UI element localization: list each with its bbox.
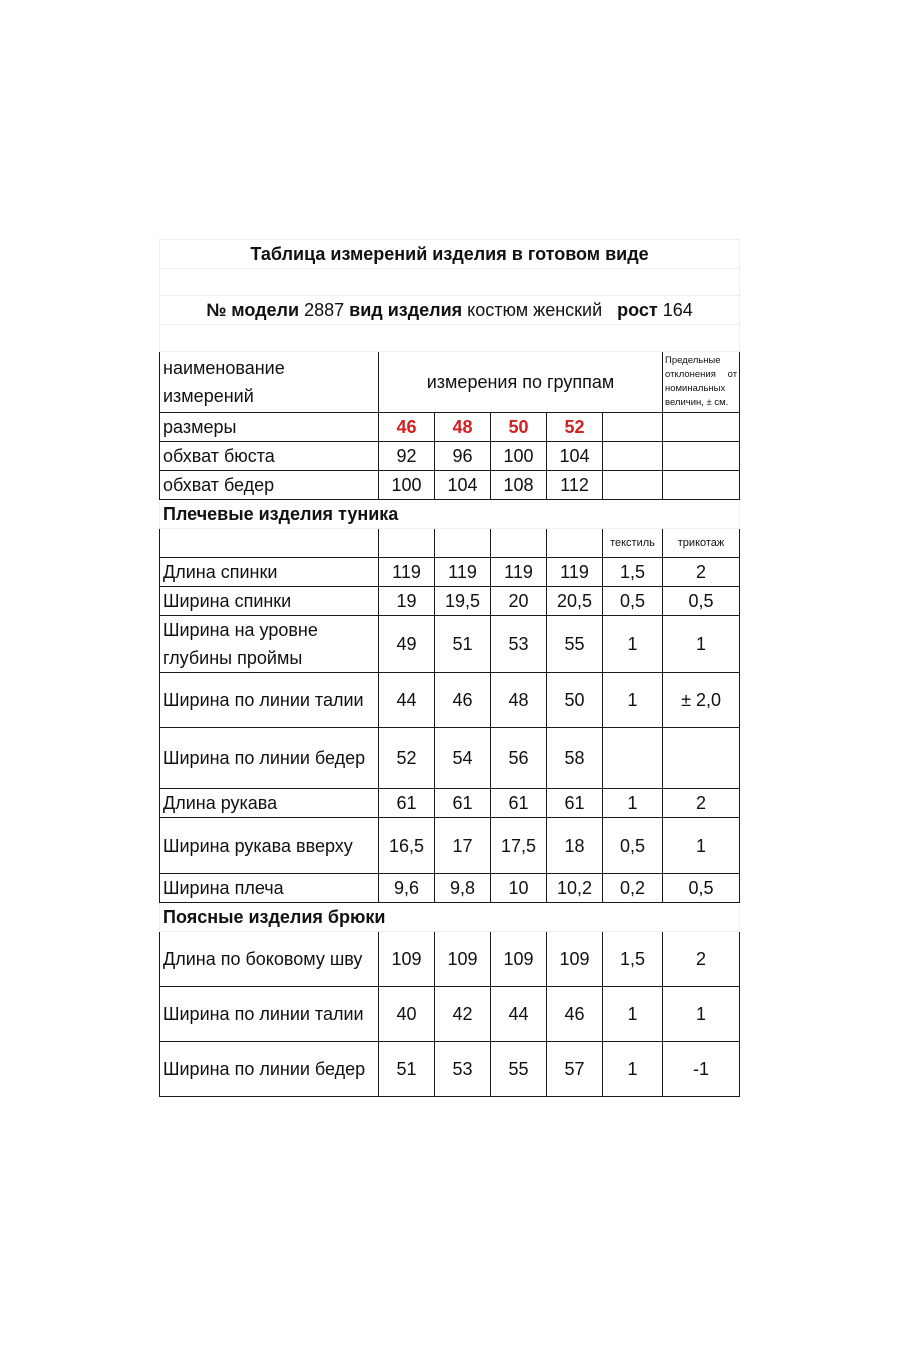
tolerance-knit: 1 — [663, 987, 740, 1042]
tolerance-knit: 2 — [663, 932, 740, 987]
tolerance-textile: 0,5 — [603, 818, 663, 874]
row-label: Ширина на уровне глубины проймы — [160, 616, 379, 673]
table-row — [160, 789, 740, 818]
table-row — [160, 587, 740, 616]
empty-cell — [663, 471, 740, 500]
row-value: 104 — [547, 442, 603, 471]
row-value: 20 — [491, 587, 547, 616]
row-value: 44 — [379, 673, 435, 728]
tolerance-header-row — [160, 529, 740, 558]
row-value: 61 — [435, 789, 491, 818]
row-value: 54 — [435, 728, 491, 789]
row-label: обхват бюста — [160, 442, 379, 471]
row-value: 100 — [379, 471, 435, 500]
row-value: 44 — [491, 987, 547, 1042]
measurement-name-header: наименование измерений — [160, 352, 379, 413]
empty-cell — [547, 529, 603, 558]
size-48: 48 — [435, 413, 491, 442]
empty-cell — [663, 413, 740, 442]
tolerance-knit: 0,5 — [663, 874, 740, 903]
tolerance-textile: 1,5 — [603, 932, 663, 987]
row-value: 51 — [379, 1042, 435, 1097]
empty-cell — [379, 529, 435, 558]
row-value: 100 — [491, 442, 547, 471]
spacer-row — [160, 269, 740, 296]
row-value: 92 — [379, 442, 435, 471]
tolerance-knit: 2 — [663, 558, 740, 587]
table-row — [160, 442, 740, 471]
tolerance-knit: 1 — [663, 818, 740, 874]
measurement-table — [159, 239, 740, 1097]
row-value: 55 — [547, 616, 603, 673]
table-row — [160, 728, 740, 789]
row-value: 16,5 — [379, 818, 435, 874]
row-value: 17,5 — [491, 818, 547, 874]
empty-cell — [603, 413, 663, 442]
tolerance-knit — [663, 728, 740, 789]
row-value: 119 — [547, 558, 603, 587]
empty-cell — [603, 442, 663, 471]
spacer-row — [160, 325, 740, 352]
groups-header: измерения по группам — [379, 352, 663, 413]
empty-cell — [603, 471, 663, 500]
section-title-tunic: Плечевые изделия туника — [160, 500, 740, 529]
tolerance-knit: 0,5 — [663, 587, 740, 616]
tolerance-textile: 1 — [603, 616, 663, 673]
sizes-row — [160, 413, 740, 442]
table-row — [160, 471, 740, 500]
tolerance-textile — [603, 728, 663, 789]
row-value: 53 — [491, 616, 547, 673]
row-value: 17 — [435, 818, 491, 874]
row-value: 51 — [435, 616, 491, 673]
row-label: Ширина по линии талии — [160, 673, 379, 728]
tolerance-textile: 1 — [603, 1042, 663, 1097]
deviation-note: Предельные отклонения от номинальных величин, ± см. — [663, 352, 740, 413]
table-row — [160, 673, 740, 728]
tolerance-knit-header: трикотаж — [663, 529, 740, 558]
row-label: Длина спинки — [160, 558, 379, 587]
row-label: Ширина по линии бедер — [160, 728, 379, 789]
document-title: Таблица измерений изделия в готовом виде — [160, 240, 740, 269]
row-value: 108 — [491, 471, 547, 500]
tolerance-textile-header: текстиль — [603, 529, 663, 558]
tolerance-textile: 1 — [603, 987, 663, 1042]
tolerance-knit: -1 — [663, 1042, 740, 1097]
size-50: 50 — [491, 413, 547, 442]
row-label: обхват бедер — [160, 471, 379, 500]
row-value: 104 — [435, 471, 491, 500]
row-value: 119 — [379, 558, 435, 587]
row-label: Длина рукава — [160, 789, 379, 818]
row-value: 61 — [379, 789, 435, 818]
measurement-sheet — [159, 239, 739, 1097]
section-title-trousers: Поясные изделия брюки — [160, 903, 740, 932]
model-info — [160, 296, 740, 325]
row-value: 55 — [491, 1042, 547, 1097]
row-value: 18 — [547, 818, 603, 874]
row-value: 109 — [379, 932, 435, 987]
row-value: 19 — [379, 587, 435, 616]
sizes-label: размеры — [160, 413, 379, 442]
tolerance-knit: ± 2,0 — [663, 673, 740, 728]
row-value: 119 — [491, 558, 547, 587]
row-value: 10 — [491, 874, 547, 903]
tolerance-textile: 1 — [603, 673, 663, 728]
table-row — [160, 874, 740, 903]
tolerance-textile: 0,2 — [603, 874, 663, 903]
row-value: 61 — [491, 789, 547, 818]
empty-cell — [663, 442, 740, 471]
row-value: 48 — [491, 673, 547, 728]
tolerance-knit: 1 — [663, 616, 740, 673]
row-value: 57 — [547, 1042, 603, 1097]
row-label: Ширина плеча — [160, 874, 379, 903]
row-value: 42 — [435, 987, 491, 1042]
row-label: Ширина по линии бедер — [160, 1042, 379, 1097]
row-value: 61 — [547, 789, 603, 818]
tolerance-knit: 2 — [663, 789, 740, 818]
row-value: 46 — [435, 673, 491, 728]
row-value: 9,6 — [379, 874, 435, 903]
empty-cell — [160, 529, 379, 558]
empty-cell — [435, 529, 491, 558]
table-row — [160, 616, 740, 673]
size-52: 52 — [547, 413, 603, 442]
height-label: рост — [617, 300, 658, 320]
tolerance-textile: 0,5 — [603, 587, 663, 616]
row-value: 9,8 — [435, 874, 491, 903]
row-value: 112 — [547, 471, 603, 500]
height-value: 164 — [662, 300, 693, 320]
row-value: 20,5 — [547, 587, 603, 616]
table-row — [160, 558, 740, 587]
row-value: 56 — [491, 728, 547, 789]
tolerance-textile: 1 — [603, 789, 663, 818]
product-type-label: вид изделия — [349, 300, 463, 320]
row-value: 109 — [547, 932, 603, 987]
row-value: 46 — [547, 987, 603, 1042]
product-type: костюм женский — [467, 300, 603, 320]
row-label: Ширина спинки — [160, 587, 379, 616]
row-value: 53 — [435, 1042, 491, 1097]
table-row — [160, 932, 740, 987]
table-row — [160, 818, 740, 874]
row-value: 40 — [379, 987, 435, 1042]
row-value: 10,2 — [547, 874, 603, 903]
row-value: 109 — [491, 932, 547, 987]
row-label: Ширина рукава вверху — [160, 818, 379, 874]
row-value: 96 — [435, 442, 491, 471]
empty-cell — [491, 529, 547, 558]
table-row — [160, 987, 740, 1042]
row-value: 58 — [547, 728, 603, 789]
row-value: 19,5 — [435, 587, 491, 616]
row-value: 109 — [435, 932, 491, 987]
size-46: 46 — [379, 413, 435, 442]
row-value: 119 — [435, 558, 491, 587]
row-label: Длина по боковому шву — [160, 932, 379, 987]
table-row — [160, 1042, 740, 1097]
model-label: № модели — [206, 300, 300, 320]
row-value: 52 — [379, 728, 435, 789]
model-number: 2887 — [304, 300, 345, 320]
tolerance-textile: 1,5 — [603, 558, 663, 587]
row-value: 50 — [547, 673, 603, 728]
row-value: 49 — [379, 616, 435, 673]
row-label: Ширина по линии талии — [160, 987, 379, 1042]
